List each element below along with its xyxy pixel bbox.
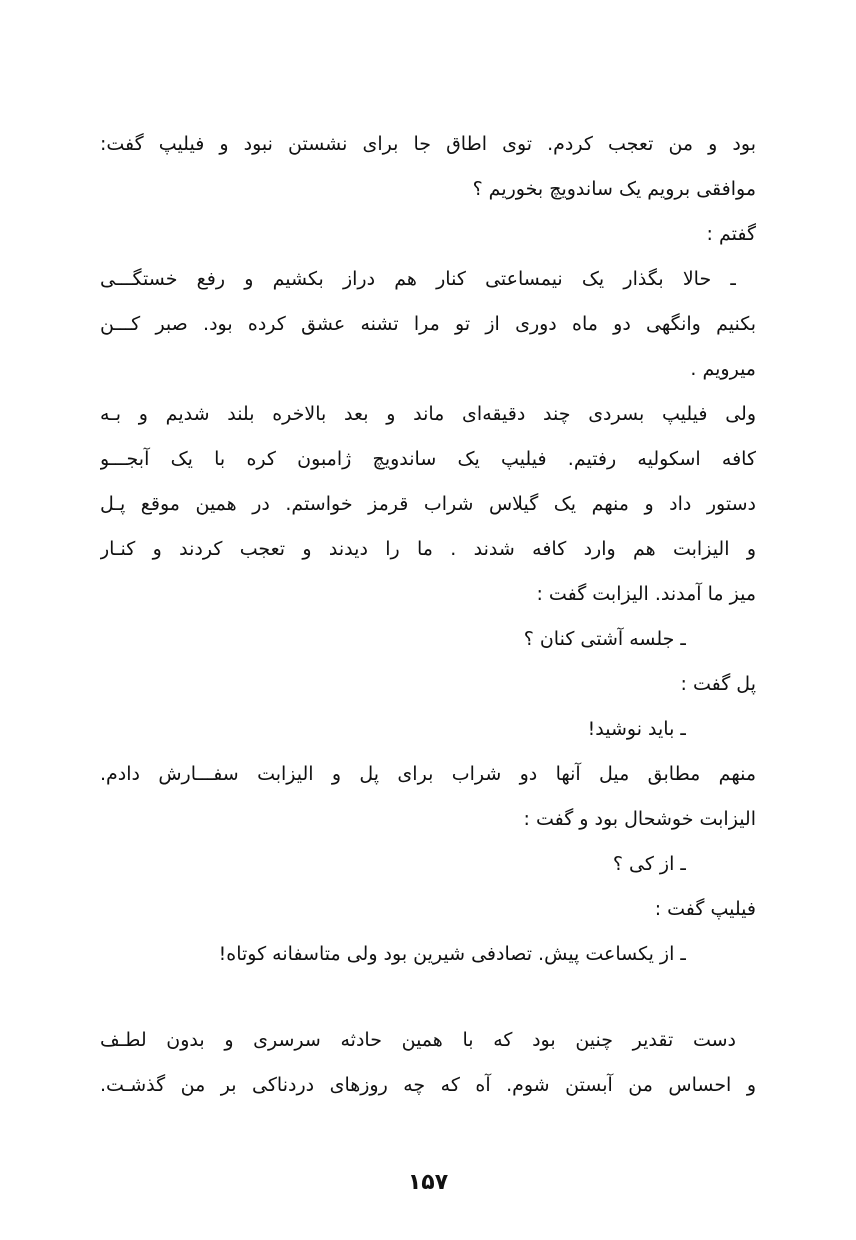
- text-line-7: ولی فیلیپ بسردی چند دقیقه‌ای ماند و بعد بالاخره بلند شدیم و بـه: [100, 403, 756, 425]
- dialogue-line-2: ـ باید نوشید!: [587, 718, 686, 740]
- text-line-3: گفتم :: [706, 223, 756, 245]
- text-line-6: میرویم .: [690, 358, 756, 380]
- text-line-1: بود و من تعجب کردم. توی اطاق جا برای نشستن نبود و فیلیپ گفت:: [100, 133, 756, 155]
- page-number: ۱۵۷: [407, 1170, 449, 1195]
- dialogue-line-4: ـ از یکساعت پیش. تصادفی شیرین بود ولی متاسفانه کوتاه!: [218, 943, 686, 965]
- text-line-17: و احساس من آبستن شوم. آه که چه روزهای دردناکی بر من گذشـت.: [100, 1074, 756, 1096]
- text-line-8: کافه اسکولیه رفتیم. فیلیپ یک ساندویچ ژامبون کره با یک آبجـــو: [100, 448, 756, 470]
- text-line-14: الیزابت خوشحال بود و گفت :: [523, 808, 756, 830]
- text-line-11: میز ما آمدند. الیزابت گفت :: [536, 583, 756, 605]
- text-line-5: بکنیم وانگهی دو ماه دوری از تو مرا تشنه عشق کرده بود. صبر کـــن: [100, 313, 756, 335]
- text-line-12: پل گفت :: [680, 673, 756, 695]
- text-line-2: موافقی برویم یک ساندویچ بخوریم ؟: [472, 178, 756, 200]
- dialogue-line-1: ـ جلسه آشتی کنان ؟: [523, 628, 686, 650]
- dialogue-line-3: ـ از کی ؟: [612, 853, 686, 875]
- text-line-9: دستور داد و منهم یک گیلاس شراب قرمز خواستم. در همین موقع پـل: [100, 493, 756, 515]
- text-line-15: فیلیپ گفت :: [654, 898, 756, 920]
- text-line-16: دست تقدیر چنین بود که با همین حادثه سرسری و بدون لطـف: [100, 1029, 736, 1051]
- text-line-10: و الیزابت هم وارد کافه شدند . ما را دیدند و تعجب کردند و کنـار: [100, 538, 756, 560]
- text-line-4: ـ حالا بگذار یک نیمساعتی کنار هم دراز بکشیم و رفع خستگـــی: [100, 268, 736, 290]
- text-line-13: منهم مطابق میل آنها دو شراب برای پل و الیزابت سفـــارش دادم.: [100, 763, 756, 785]
